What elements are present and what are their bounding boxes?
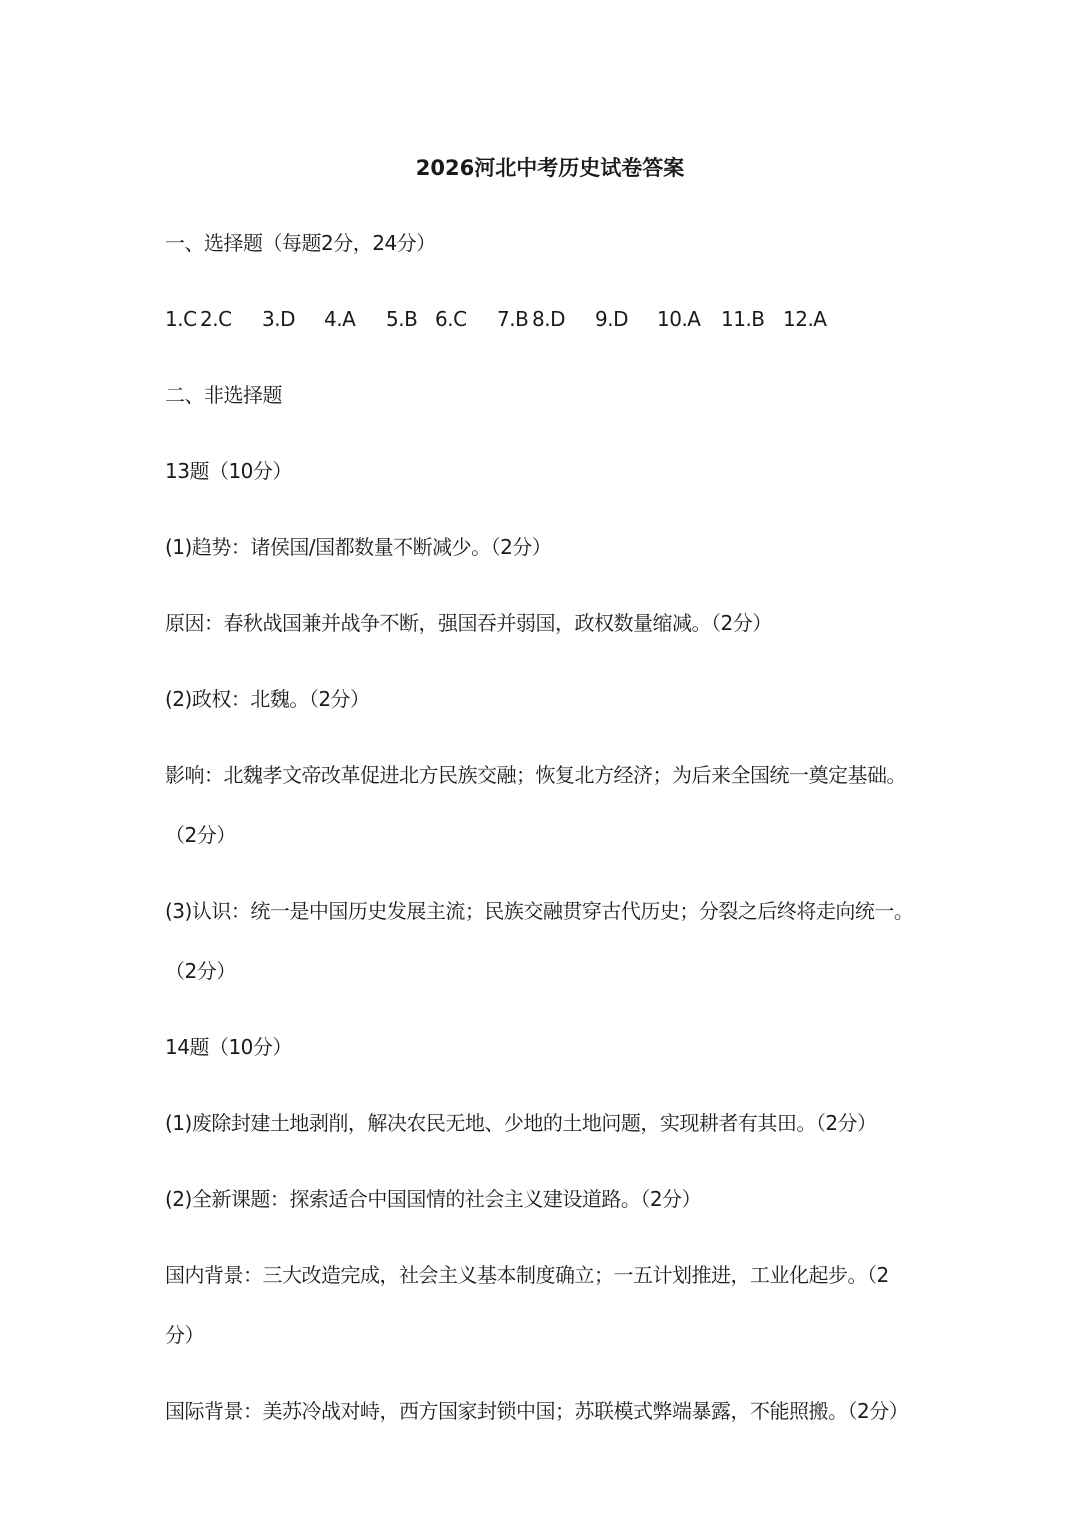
q13-part3-understanding: (3)认识：统一是中国历史发展主流；民族交融贯穿古代历史；分裂之后终将走向统一。 — [165, 899, 914, 923]
q14-domestic-background: 国内背景：三大改造完成，社会主义基本制度确立；一五计划推进，工业化起步。（2 — [165, 1263, 889, 1287]
q13-part2-impact: 影响：北魏孝文帝改革促进北方民族交融；恢复北方经济；为后来全国统一奠定基础。 — [165, 763, 906, 787]
answer-11: 11.B — [721, 307, 765, 331]
q13-part2-regime: (2)政权：北魏。（2分） — [165, 687, 370, 711]
answer-7: 7.B — [497, 307, 529, 331]
section1-heading: 一、选择题（每题2分，24分） — [165, 231, 436, 255]
answer-4: 4.A — [324, 307, 356, 331]
q14-heading: 14题（10分） — [165, 1035, 292, 1059]
answer-9: 9.D — [595, 307, 628, 331]
answer-6: 6.C — [435, 307, 467, 331]
answer-1: 1.C — [165, 307, 197, 331]
answer-10: 10.A — [657, 307, 701, 331]
q13-part1-trend: (1)趋势：诸侯国/国都数量不断减少。（2分） — [165, 535, 552, 559]
document-title: 2026河北中考历史试卷答案 — [415, 156, 685, 180]
q13-part3-score: （2分） — [165, 959, 236, 983]
q14-domestic-background-score: 分） — [165, 1323, 204, 1347]
q13-heading: 13题（10分） — [165, 459, 292, 483]
q14-part2-topic: (2)全新课题：探索适合中国国情的社会主义建设道路。（2分） — [165, 1187, 702, 1211]
answer-3: 3.D — [262, 307, 295, 331]
answer-12: 12.A — [783, 307, 827, 331]
q13-part2-impact-score: （2分） — [165, 823, 236, 847]
q14-international-background: 国际背景：美苏冷战对峙，西方国家封锁中国；苏联模式弊端暴露，不能照搬。（2分） — [165, 1399, 909, 1423]
answer-2: 2.C — [200, 307, 232, 331]
multiple-choice-answers — [165, 304, 865, 334]
answer-8: 8.D — [532, 307, 565, 331]
q13-part1-reason: 原因：春秋战国兼并战争不断，强国吞并弱国，政权数量缩减。（2分） — [165, 611, 772, 635]
q14-part1: (1)废除封建土地剥削，解决农民无地、少地的土地问题，实现耕者有其田。（2分） — [165, 1111, 877, 1135]
section2-heading: 二、非选择题 — [165, 383, 282, 407]
answer-5: 5.B — [386, 307, 418, 331]
